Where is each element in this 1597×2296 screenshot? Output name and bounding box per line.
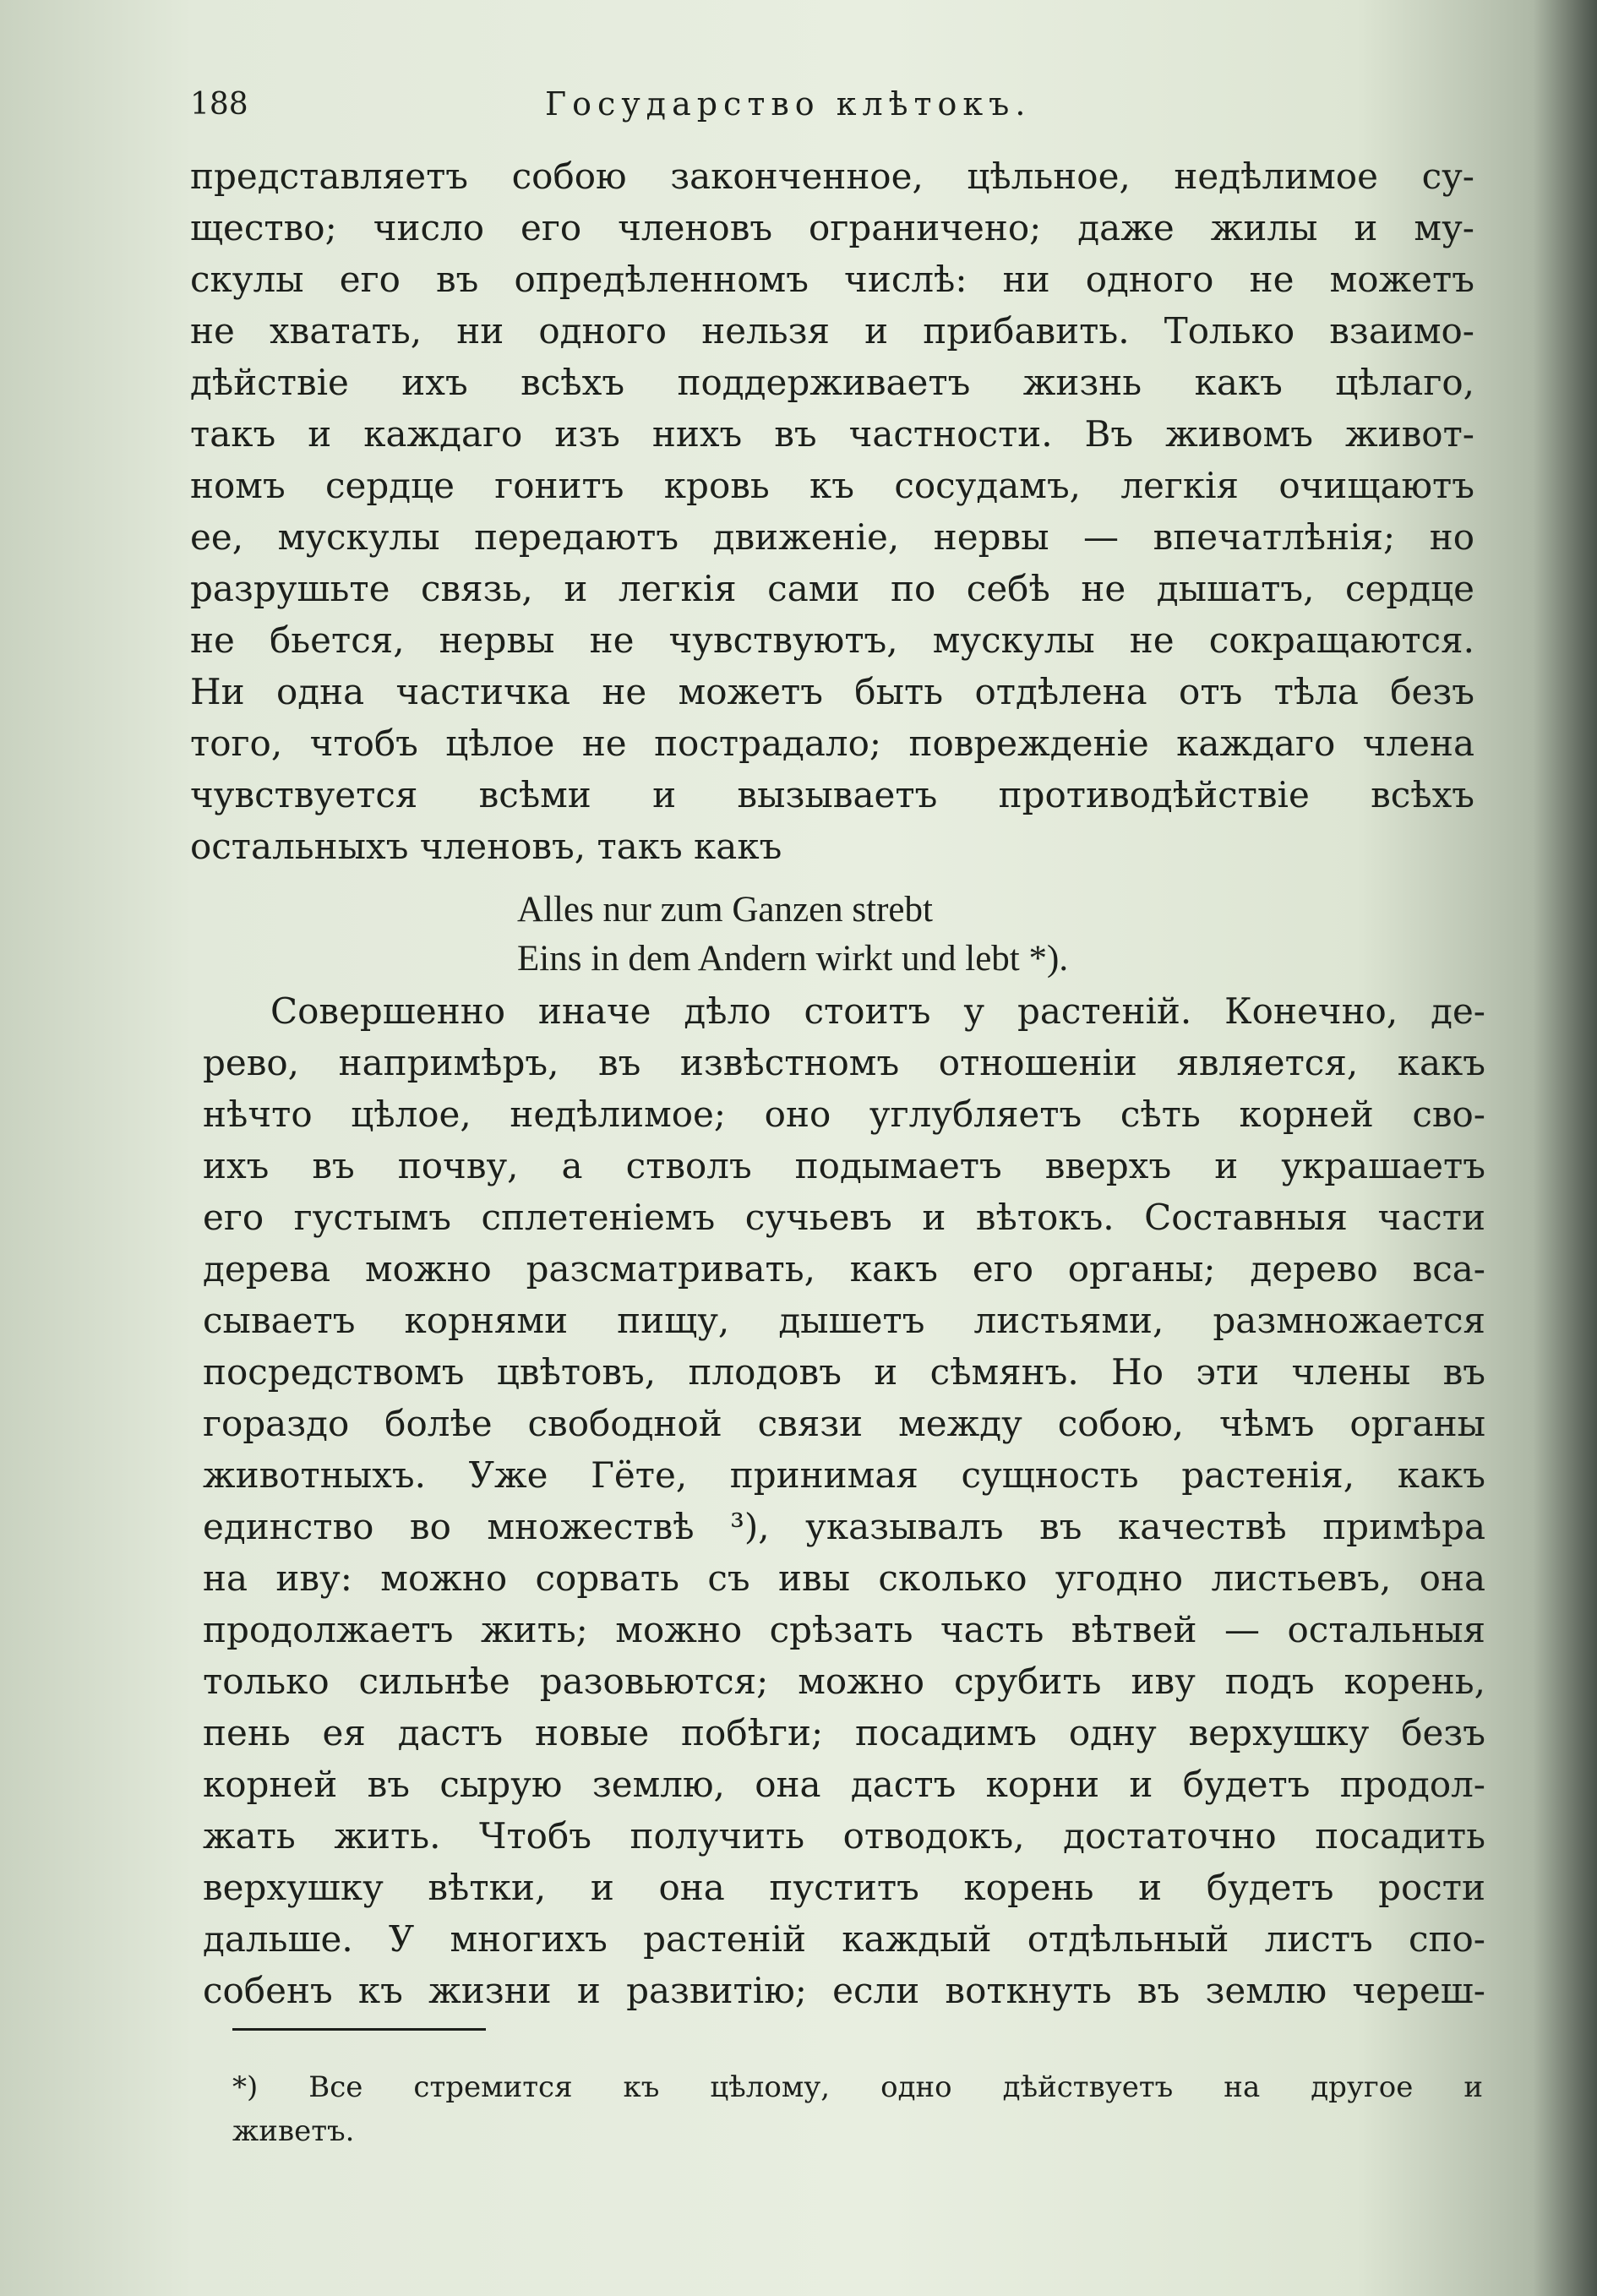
text-line: дѣйствіе ихъ всѣхъ поддерживаетъ жизнь какъ цѣлаго,: [190, 362, 1474, 403]
text-line: верхушку вѣтки, и она пуститъ корень и будетъ рости: [203, 1867, 1485, 1908]
text-line: остальныхъ членовъ, такъ какъ: [190, 826, 782, 867]
text-line: только сильнѣе разовьются; можно срубить иву подъ корень,: [203, 1661, 1485, 1702]
text-line: ихъ въ почву, а стволъ подымаетъ вверхъ и украшаетъ: [203, 1145, 1485, 1186]
verse-line: Alles nur zum Ganzen strebt: [517, 890, 933, 930]
text-line: представляетъ собою законченное, цѣльное, недѣлимое су-: [190, 155, 1474, 197]
page-header: [190, 80, 1474, 131]
text-line: такъ и каждаго изъ нихъ въ частности. Въ живомъ живот-: [190, 413, 1474, 455]
text-line: разрушьте связь, и легкія сами по себѣ не дышатъ, сердце: [190, 568, 1474, 609]
text-line: животныхъ. Уже Гёте, принимая сущность растенія, какъ: [203, 1454, 1485, 1496]
text-line: единство во множествѣ ³), указывалъ въ качествѣ примѣра: [203, 1506, 1485, 1547]
verse-line: Eins in dem Andern wirkt und lebt *).: [517, 939, 1069, 979]
text-line: не хватать, ни одного нельзя и прибавить. Только взаимо-: [190, 310, 1474, 352]
text-line: Совершенно иначе дѣло стоитъ у растеній. Конечно, де-: [270, 990, 1485, 1032]
text-line: жать жить. Чтобъ получить отводокъ, достаточно посадить: [203, 1815, 1485, 1857]
text-line: дерева можно разсматривать, какъ его органы; дерево вса-: [203, 1248, 1485, 1290]
text-line: щество; число его членовъ ограничено; даже жилы и му-: [190, 207, 1474, 248]
text-line: Ни одна частичка не можетъ быть отдѣлена отъ тѣла безъ: [190, 671, 1474, 712]
german-verse: [517, 886, 1068, 984]
text-line: сываетъ корнями пищу, дышетъ листьями, размножается: [203, 1300, 1485, 1341]
text-line: того, чтобъ цѣлое не пострадало; поврежденіе каждаго члена: [190, 723, 1474, 764]
paragraph-1: [190, 150, 1474, 872]
page-number: 188: [190, 87, 248, 122]
text-line: пень ея дастъ новые побѣги; посадимъ одну верхушку безъ: [203, 1712, 1485, 1753]
text-line: его густымъ сплетеніемъ сучьевъ и вѣтокъ. Составныя части: [203, 1197, 1485, 1238]
text-line: корней въ сырую землю, она дастъ корни и будетъ продол-: [203, 1764, 1485, 1805]
text-line: не бьется, нервы не чувствуютъ, мускулы не сокращаются.: [190, 619, 1474, 661]
footnote-line: живетъ.: [232, 2114, 355, 2148]
running-title: Государство клѣтокъ.: [545, 85, 1032, 123]
footnote-separator: [232, 2028, 486, 2031]
text-line: гораздо болѣе свободной связи между собою, чѣмъ органы: [203, 1403, 1485, 1444]
text-line: посредствомъ цвѣтовъ, плодовъ и сѣмянъ. Но эти члены въ: [203, 1351, 1485, 1393]
footnote-line: *) Все стремится къ цѣлому, одно дѣйствуетъ на другое и: [232, 2070, 1483, 2104]
text-line: продолжаетъ жить; можно срѣзать часть вѣтвей — остальныя: [203, 1609, 1485, 1650]
text-line: ее, мускулы передаютъ движеніе, нервы — впечатлѣнія; но: [190, 516, 1474, 558]
text-line: на иву: можно сорвать съ ивы сколько угодно листьевъ, она: [203, 1557, 1485, 1599]
text-line: номъ сердце гонитъ кровь къ сосудамъ, легкія очищаютъ: [190, 465, 1474, 506]
text-line: чувствуется всѣми и вызываетъ противодѣйствіе всѣхъ: [190, 774, 1474, 815]
text-line: скулы его въ опредѣленномъ числѣ: ни одного не можетъ: [190, 259, 1474, 300]
text-line: собенъ къ жизни и развитію; если воткнуть въ землю череш-: [203, 1970, 1485, 2011]
text-line: рево, напримѣръ, въ извѣстномъ отношеніи является, какъ: [203, 1042, 1485, 1083]
text-line: нѣчто цѣлое, недѣлимое; оно углубляетъ сѣть корней сво-: [203, 1093, 1485, 1135]
text-line: дальше. У многихъ растеній каждый отдѣльный листъ спо-: [203, 1918, 1485, 1960]
footnote: [232, 2065, 1483, 2153]
paragraph-2: [203, 985, 1485, 2016]
